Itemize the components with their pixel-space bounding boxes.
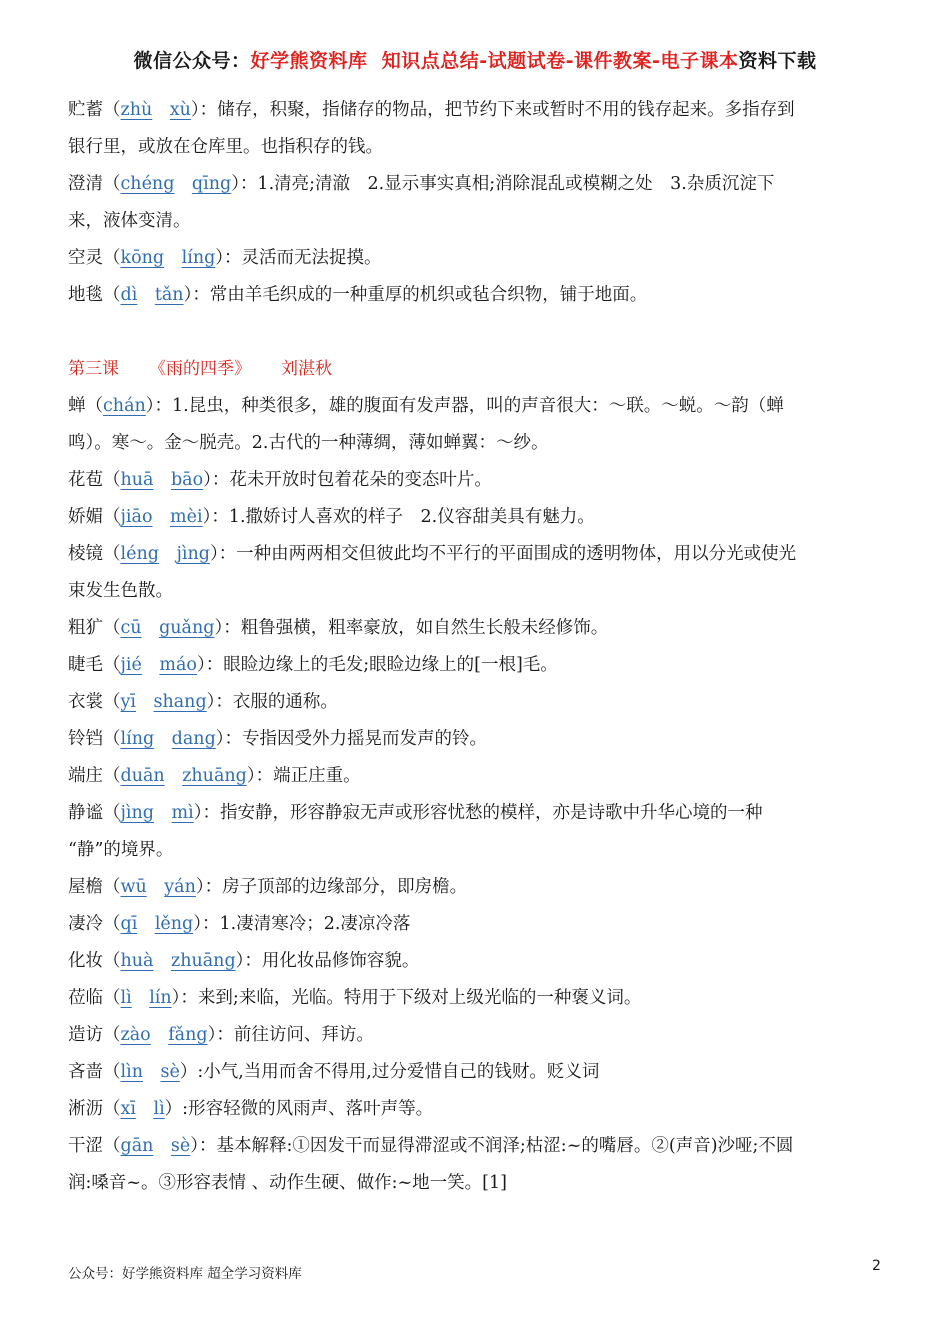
vocab-word: 铃铛 — [68, 729, 103, 749]
vocab-word: 静谧 — [68, 803, 103, 823]
definition: ：房子顶部的边缘部分，即房檐。 — [204, 877, 468, 897]
pinyin: xī — [120, 1099, 136, 1119]
definition: ：专指因受外力摇晃而发声的铃。 — [224, 729, 488, 749]
pinyin: xù — [169, 100, 191, 120]
definition: ：衣服的通称。 — [215, 692, 338, 712]
definition-continuation: 束发生色散。 — [68, 581, 173, 601]
pinyin: máo — [159, 655, 197, 675]
vocab-word: 棱镜 — [68, 544, 103, 564]
lesson-heading-part: 第三课 — [68, 359, 119, 379]
definition-continuation: 银行里，或放在仓库里。也指积存的钱。 — [68, 137, 383, 157]
pinyin: zào — [120, 1025, 151, 1045]
pinyin: lìn — [120, 1062, 143, 1082]
pinyin: huà — [120, 951, 154, 971]
pinyin: mì — [171, 803, 194, 823]
pinyin: fǎng — [168, 1025, 208, 1045]
definition: ：1.昆虫，种类很多，雄的腹面有发声器，叫的声音很大：～联。～蜕。～韵（蝉 — [154, 396, 784, 416]
vocab-entry: 衣裳（yī shang）：衣服的通称。 — [68, 692, 338, 712]
vocab-entry: 粗犷（cū guǎng）：粗鲁强横，粗率豪放，如自然生长般未经修饰。 — [68, 618, 609, 638]
vocab-entry: 铃铛（líng dang）：专指因受外力摇晃而发声的铃。 — [68, 729, 488, 749]
vocab-entry: 造访（zào fǎng）：前往访问、拜访。 — [68, 1025, 374, 1045]
pinyin: sè — [160, 1062, 180, 1082]
pinyin: lì — [120, 988, 132, 1008]
vocab-entry: 空灵（kōng líng）：灵活而无法捉摸。 — [68, 248, 382, 268]
vocab-entry: 地毯（dì tǎn）：常由羊毛织成的一种重厚的机织或毡合织物，铺于地面。 — [68, 285, 648, 305]
definition: ：灵活而无法捉摸。 — [224, 248, 382, 268]
pinyin: mèi — [170, 507, 203, 527]
vocab-entry: 棱镜（léng jìng）：一种由两两相交但彼此均不平行的平面围成的透明物体，用以分光或使光 — [68, 544, 797, 564]
vocab-entry: 凄冷（qī lěng）：1.凄清寒冷；2.凄凉冷落 — [68, 914, 411, 934]
pinyin: líng — [181, 248, 216, 268]
vocab-word: 花苞 — [68, 470, 103, 490]
pinyin: cū — [120, 618, 142, 638]
pinyin: guǎng — [159, 618, 215, 638]
vocab-word: 干涩 — [68, 1136, 103, 1156]
vocab-word: 化妆 — [68, 951, 103, 971]
vocab-word: 空灵 — [68, 248, 103, 268]
page-header — [0, 46, 950, 73]
pinyin: jiāo — [120, 507, 153, 527]
footer-text: 公众号：好学熊资料库 超全学习资料库 — [68, 1266, 302, 1282]
pinyin: shang — [153, 692, 207, 712]
vocab-word: 贮蓄 — [68, 100, 103, 120]
pinyin: chéng — [120, 174, 175, 194]
lesson-heading-part: 《雨的四季》 — [149, 359, 251, 379]
pinyin: lín — [149, 988, 172, 1008]
pinyin: chán — [103, 396, 146, 416]
vocab-word: 淅沥 — [68, 1099, 103, 1119]
definition: ：1.清亮;清澈 2.显示事实真相;消除混乱或模糊之处 3.杂质沉淀下 — [239, 174, 775, 194]
vocab-entry: 化妆（huà zhuāng）：用化妆品修饰容貌。 — [68, 951, 420, 971]
pinyin: dang — [171, 729, 216, 749]
definition: ：指安静，形容静寂无声或形容忧愁的模样，亦是诗歌中升华心境的一种 — [202, 803, 763, 823]
header-brand: 好学熊资料库 — [250, 50, 368, 72]
vocab-word: 澄清 — [68, 174, 103, 194]
definition-continuation: “静”的境界。 — [68, 840, 174, 860]
header-suffix: 资料下载 — [738, 50, 817, 72]
pinyin: bāo — [170, 470, 204, 490]
pinyin: zhuāng — [182, 766, 247, 786]
definition-continuation: 润:嗓音~。③形容表情 、动作生硬、做作:~地一笑。[1] — [68, 1173, 507, 1193]
vocab-entry: 贮蓄（zhù xù）：储存，积聚，指储存的物品，把节约下来或暂时不用的钱存起来。多指存到 — [68, 100, 795, 120]
vocab-entry: 睫毛（jié máo）：眼睑边缘上的毛发;眼睑边缘上的[一根]毛。 — [68, 655, 558, 675]
pinyin: jié — [120, 655, 142, 675]
definition: ：1.凄清寒冷；2.凄凉冷落 — [202, 914, 411, 934]
pinyin: lěng — [154, 914, 194, 934]
definition: ：1.撒娇讨人喜欢的样子 2.仪容甜美具有魅力。 — [211, 507, 595, 527]
vocab-word: 衣裳 — [68, 692, 103, 712]
pinyin: jìng — [176, 544, 210, 564]
pinyin: zhuāng — [170, 951, 236, 971]
vocab-entry: 莅临（lì lín）：来到;来临，光临。特用于下级对上级光临的一种褒义词。 — [68, 988, 642, 1008]
vocabulary-list — [68, 92, 888, 1202]
definition: ：用化妆品修饰容貌。 — [244, 951, 420, 971]
definition: ：粗鲁强横，粗率豪放，如自然生长般未经修饰。 — [223, 618, 609, 638]
vocab-word: 睫毛 — [68, 655, 103, 675]
page-number: 2 — [872, 1258, 881, 1274]
definition: ：前往访问、拜访。 — [216, 1025, 374, 1045]
vocab-entry: 端庄（duān zhuāng）：端正庄重。 — [68, 766, 361, 786]
vocab-word: 蝉 — [68, 396, 86, 416]
pinyin: sè — [170, 1136, 191, 1156]
vocab-entry: 澄清（chéng qīng）：1.清亮;清澈 2.显示事实真相;消除混乱或模糊之处 3.杂质沉淀下 — [68, 174, 775, 194]
vocab-entry: 干涩（gān sè）：基本解释:①因发干而显得滞涩或不润泽;枯涩:~的嘴唇。②(声音)沙哑;不圆 — [68, 1136, 794, 1156]
vocab-entry: 淅沥（xī lì）:形容轻微的风雨声、落叶声等。 — [68, 1099, 434, 1119]
definition: ：基本解释:①因发干而显得滞涩或不润泽;枯涩:~的嘴唇。②(声音)沙哑;不圆 — [199, 1136, 794, 1156]
definition: ：端正庄重。 — [255, 766, 361, 786]
definition: ：储存，积聚，指储存的物品，把节约下来或暂时不用的钱存起来。多指存到 — [199, 100, 795, 120]
definition: ：常由羊毛织成的一种重厚的机织或毡合织物，铺于地面。 — [192, 285, 648, 305]
definition: ：花未开放时包着花朵的变态叶片。 — [211, 470, 492, 490]
pinyin: wū — [120, 877, 147, 897]
definition: ：来到;来临，光临。特用于下级对上级光临的一种褒义词。 — [180, 988, 642, 1008]
pinyin: yī — [120, 692, 136, 712]
vocab-entry: 花苞（huā bāo）：花未开放时包着花朵的变态叶片。 — [68, 470, 492, 490]
vocab-word: 屋檐 — [68, 877, 103, 897]
vocab-entry: 蝉（chán）：1.昆虫，种类很多，雄的腹面有发声器，叫的声音很大：～联。～蜕。～韵（蝉 — [68, 396, 784, 416]
pinyin: qī — [120, 914, 138, 934]
vocab-entry: 静谧（jìng mì）：指安静，形容静寂无声或形容忧愁的模样，亦是诗歌中升华心境的一种 — [68, 803, 763, 823]
vocab-word: 造访 — [68, 1025, 103, 1045]
vocab-entry: 屋檐（wū yán）：房子顶部的边缘部分，即房檐。 — [68, 877, 468, 897]
pinyin: lì — [153, 1099, 165, 1119]
vocab-word: 莅临 — [68, 988, 103, 1008]
vocab-word: 娇媚 — [68, 507, 103, 527]
pinyin: gān — [120, 1136, 154, 1156]
definition-continuation: 鸣）。寒～。金～脱壳。2.古代的一种薄绸，薄如蝉翼：～纱。 — [68, 433, 549, 453]
vocab-entry: 娇媚（jiāo mèi）：1.撒娇讨人喜欢的样子 2.仪容甜美具有魅力。 — [68, 507, 595, 527]
pinyin: tǎn — [154, 285, 184, 305]
pinyin: kōng — [120, 248, 165, 268]
vocab-word: 吝啬 — [68, 1062, 103, 1082]
pinyin: líng — [120, 729, 155, 749]
pinyin: qīng — [191, 174, 232, 194]
pinyin: dì — [120, 285, 138, 305]
vocab-entry: 吝啬（lìn sè）:小气,当用而舍不得用,过分爱惜自己的钱财。贬义词 — [68, 1062, 600, 1082]
vocab-word: 凄冷 — [68, 914, 103, 934]
header-prefix: 微信公众号： — [133, 50, 251, 72]
vocab-word: 端庄 — [68, 766, 103, 786]
pinyin: zhù — [120, 100, 153, 120]
vocab-word: 粗犷 — [68, 618, 103, 638]
definition: :小气,当用而舍不得用,过分爱惜自己的钱财。贬义词 — [197, 1062, 600, 1082]
vocab-word: 地毯 — [68, 285, 103, 305]
header-middle: 知识点总结-试题试卷-课件教案-电子课本 — [381, 50, 739, 72]
definition-continuation: 来，液体变清。 — [68, 211, 191, 231]
pinyin: léng — [120, 544, 159, 564]
pinyin: jìng — [120, 803, 154, 823]
lesson-heading — [68, 351, 888, 388]
blank-line — [68, 314, 888, 351]
definition: ：眼睑边缘上的毛发;眼睑边缘上的[一根]毛。 — [205, 655, 558, 675]
lesson-heading-part: 刘湛秋 — [281, 359, 332, 379]
pinyin: duān — [120, 766, 165, 786]
definition: :形容轻微的风雨声、落叶声等。 — [182, 1099, 434, 1119]
definition: ：一种由两两相交但彼此均不平行的平面围成的透明物体，用以分光或使光 — [218, 544, 797, 564]
pinyin: yán — [164, 877, 196, 897]
pinyin: huā — [120, 470, 154, 490]
